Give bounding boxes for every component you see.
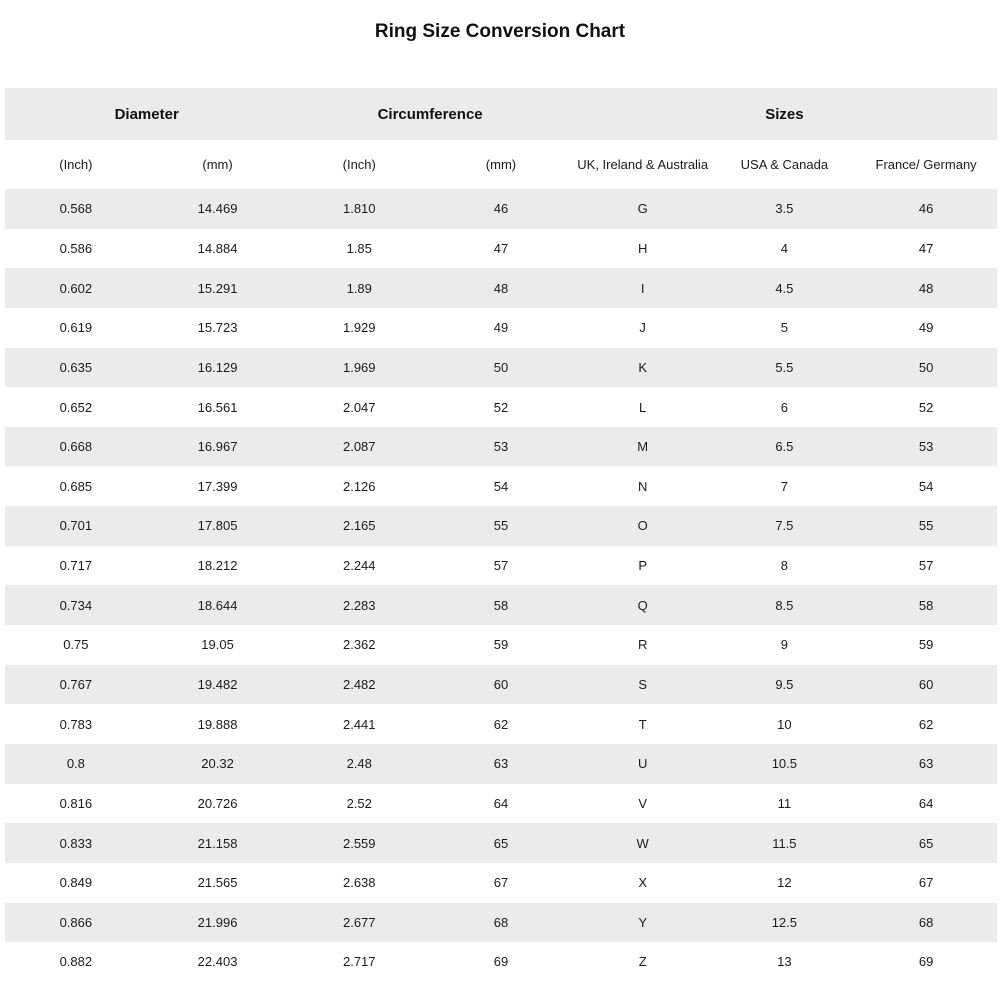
table-cell: 0.849 (59, 875, 93, 891)
table-cell: 1.85 (346, 240, 372, 256)
table-cell: 19.888 (197, 716, 238, 732)
table-cell: X (638, 875, 647, 891)
table-cell: 17.805 (197, 518, 238, 534)
table-cell: M (637, 439, 649, 455)
table-cell: 69 (918, 954, 934, 970)
table-row (5, 546, 997, 586)
table-row (5, 387, 997, 427)
column-header-row (5, 140, 997, 189)
table-cell: 0.568 (59, 201, 93, 217)
group-header-sizes: Sizes (572, 88, 997, 140)
table-cell: 0.783 (59, 716, 93, 732)
table-row (5, 744, 997, 784)
table-cell: 54 (493, 478, 509, 494)
table-cell: 0.75 (63, 637, 89, 653)
table-cell: 10.5 (771, 756, 798, 772)
table-cell: 52 (493, 399, 509, 415)
table-cell: 2.047 (342, 399, 376, 415)
table-cell: 14.884 (197, 240, 238, 256)
table-cell: 12.5 (771, 914, 798, 930)
table-cell: 52 (918, 399, 934, 415)
table-cell: J (639, 320, 646, 336)
table-cell: 6.5 (775, 439, 794, 455)
table-cell: 6 (780, 399, 788, 415)
table-row (5, 704, 997, 744)
table-body (5, 189, 997, 982)
table-cell: 59 (918, 637, 934, 653)
table-cell: 55 (918, 518, 934, 534)
table-cell: 60 (493, 677, 509, 692)
table-cell: 13 (777, 954, 792, 970)
table-cell: N (637, 478, 648, 494)
group-header-diameter: Diameter (5, 88, 288, 140)
table-cell: 16.967 (197, 439, 238, 455)
table-cell: 0.619 (59, 320, 93, 336)
table-row (5, 466, 997, 506)
table-cell: 54 (918, 478, 934, 494)
table-cell: 2.638 (342, 875, 376, 891)
table-cell: G (637, 201, 648, 217)
table-cell: W (636, 835, 649, 851)
table-cell: 50 (493, 359, 509, 375)
column-header-france-germany: France/ Germany (855, 140, 997, 189)
group-header-circumference: Circumference (288, 88, 571, 140)
table-cell: V (638, 795, 647, 811)
table-row (5, 427, 997, 467)
table-cell: 0.833 (59, 835, 93, 851)
table-cell: 18.212 (197, 558, 238, 574)
table-cell: 11 (777, 795, 792, 811)
table-cell: 67 (918, 875, 934, 891)
table-cell: S (638, 677, 647, 692)
table-cell: 68 (918, 914, 934, 930)
table-cell: 2.244 (342, 558, 376, 574)
table-cell: K (638, 359, 647, 375)
table-cell: 0.602 (59, 280, 93, 296)
table-cell: 53 (918, 439, 934, 455)
table-cell: 2.482 (342, 677, 376, 692)
table-cell: L (639, 399, 647, 415)
table-cell: 46 (493, 201, 509, 217)
table-cell: 2.52 (346, 795, 372, 811)
table-cell: 0.685 (59, 478, 93, 494)
table-cell: 12 (777, 875, 792, 891)
table-cell: 10 (777, 716, 792, 732)
table-cell: 21.565 (197, 875, 238, 891)
table-cell: 49 (918, 320, 934, 336)
table-cell: 0.635 (59, 359, 93, 375)
table-cell: 50 (918, 359, 934, 375)
table-cell: 55 (493, 518, 509, 534)
table-cell: 0.701 (59, 518, 93, 534)
column-header-usa-canada: USA & Canada (714, 140, 856, 189)
table-cell: 67 (493, 875, 509, 891)
table-cell: 0.866 (59, 914, 93, 930)
table-cell: 2.126 (342, 478, 376, 494)
table-cell: 58 (918, 597, 934, 613)
table-cell: 0.717 (59, 558, 93, 574)
table-row (5, 625, 997, 665)
table-cell: 5.5 (775, 359, 794, 375)
table-cell: 22.403 (197, 954, 238, 970)
table-cell: Q (637, 597, 648, 613)
table-cell: 2.087 (342, 439, 376, 455)
table-row (5, 823, 997, 863)
table-cell: 57 (493, 558, 509, 574)
table-cell: 2.283 (342, 597, 376, 613)
table-cell: 60 (918, 677, 934, 692)
table-cell: 2.165 (342, 518, 376, 534)
table-cell: 20.726 (197, 795, 238, 811)
table-cell: 58 (493, 597, 509, 613)
table-cell: 17.399 (197, 478, 238, 494)
table-cell: 63 (918, 756, 934, 772)
table-cell: P (638, 558, 647, 574)
column-header-diameter-mm: (mm) (147, 140, 289, 189)
table-cell: 65 (918, 835, 934, 851)
table-cell: 2.559 (342, 835, 376, 851)
table-cell: 62 (918, 716, 934, 732)
table-cell: 0.586 (59, 240, 93, 256)
column-header-uk-ireland-australia: UK, Ireland & Australia (572, 140, 714, 189)
table-cell: 0.882 (59, 954, 93, 970)
conversion-table (5, 88, 997, 982)
table-cell: 57 (918, 558, 934, 574)
table-cell: 0.668 (59, 439, 93, 455)
table-cell: 2.717 (342, 954, 376, 970)
table-cell: 4.5 (775, 280, 794, 296)
table-row (5, 863, 997, 903)
table-cell: 62 (493, 716, 509, 732)
table-cell: 1.810 (342, 201, 376, 217)
table-cell: 21.158 (197, 835, 238, 851)
table-cell: 21.996 (197, 914, 238, 930)
table-cell: 19.482 (197, 677, 238, 692)
table-cell: 4 (780, 240, 788, 256)
table-row (5, 268, 997, 308)
table-cell: 47 (493, 240, 509, 256)
table-cell: 64 (918, 795, 934, 811)
table-cell: I (640, 280, 645, 296)
table-row (5, 784, 997, 824)
table-cell: 20.32 (201, 756, 234, 772)
table-cell: 2.362 (342, 637, 376, 653)
table-cell: 16.129 (197, 359, 238, 375)
table-cell: 48 (918, 280, 934, 296)
table-cell: R (637, 637, 648, 653)
table-cell: 1.929 (342, 320, 376, 336)
table-row (5, 585, 997, 625)
table-cell: Z (638, 954, 647, 970)
table-cell: 11.5 (772, 835, 797, 851)
table-cell: Y (638, 914, 647, 930)
table-cell: 2.677 (342, 914, 376, 930)
table-cell: 7 (780, 478, 788, 494)
group-header-row (5, 88, 997, 140)
column-header-diameter-inch: (Inch) (5, 140, 147, 189)
table-cell: 18.644 (197, 597, 238, 613)
table-cell: 1.969 (342, 359, 376, 375)
table-cell: 53 (493, 439, 509, 455)
table-cell: 9.5 (775, 677, 794, 692)
table-cell: 68 (493, 914, 509, 930)
table-cell: 49 (493, 320, 509, 336)
table-cell: 19.05 (201, 637, 234, 653)
table-cell: 1.89 (346, 280, 372, 296)
table-row (5, 189, 997, 229)
table-cell: 63 (493, 756, 509, 772)
table-row (5, 903, 997, 943)
table-row (5, 229, 997, 269)
table-row (5, 308, 997, 348)
table-cell: 14.469 (197, 201, 238, 217)
column-header-circumference-mm: (mm) (430, 140, 572, 189)
table-cell: 0.734 (59, 597, 93, 613)
table-cell: T (638, 716, 647, 732)
table-row (5, 348, 997, 388)
table-cell: 0.767 (59, 677, 93, 692)
table-cell: 9 (780, 637, 788, 653)
table-cell: 69 (493, 954, 509, 970)
table-cell: 65 (493, 835, 509, 851)
table-cell: 64 (493, 795, 509, 811)
table-cell: 8.5 (775, 597, 794, 613)
table-cell: U (637, 756, 648, 772)
table-cell: 0.816 (59, 795, 93, 811)
table-cell: 8 (780, 558, 788, 574)
table-cell: 2.441 (342, 716, 376, 732)
table-cell: 47 (918, 240, 934, 256)
table-cell: 15.291 (197, 280, 238, 296)
table-cell: 59 (493, 637, 509, 653)
table-row (5, 942, 997, 982)
table-cell: 5 (780, 320, 788, 336)
table-cell: O (637, 518, 648, 534)
table-row (5, 665, 997, 705)
column-header-circumference-inch: (Inch) (288, 140, 430, 189)
table-cell: H (637, 240, 648, 256)
table-cell: 48 (493, 280, 509, 296)
table-cell: 2.48 (346, 756, 372, 772)
table-cell: 3.5 (775, 201, 794, 217)
table-cell: 0.652 (59, 399, 93, 415)
page-title: Ring Size Conversion Chart (374, 21, 626, 42)
table-header (5, 88, 997, 189)
table-cell: 7.5 (775, 518, 794, 534)
table-cell: 15.723 (197, 320, 238, 336)
table-row (5, 506, 997, 546)
table-cell: 46 (918, 201, 934, 217)
table-cell: 16.561 (197, 399, 238, 415)
table-cell: 0.8 (66, 756, 85, 772)
